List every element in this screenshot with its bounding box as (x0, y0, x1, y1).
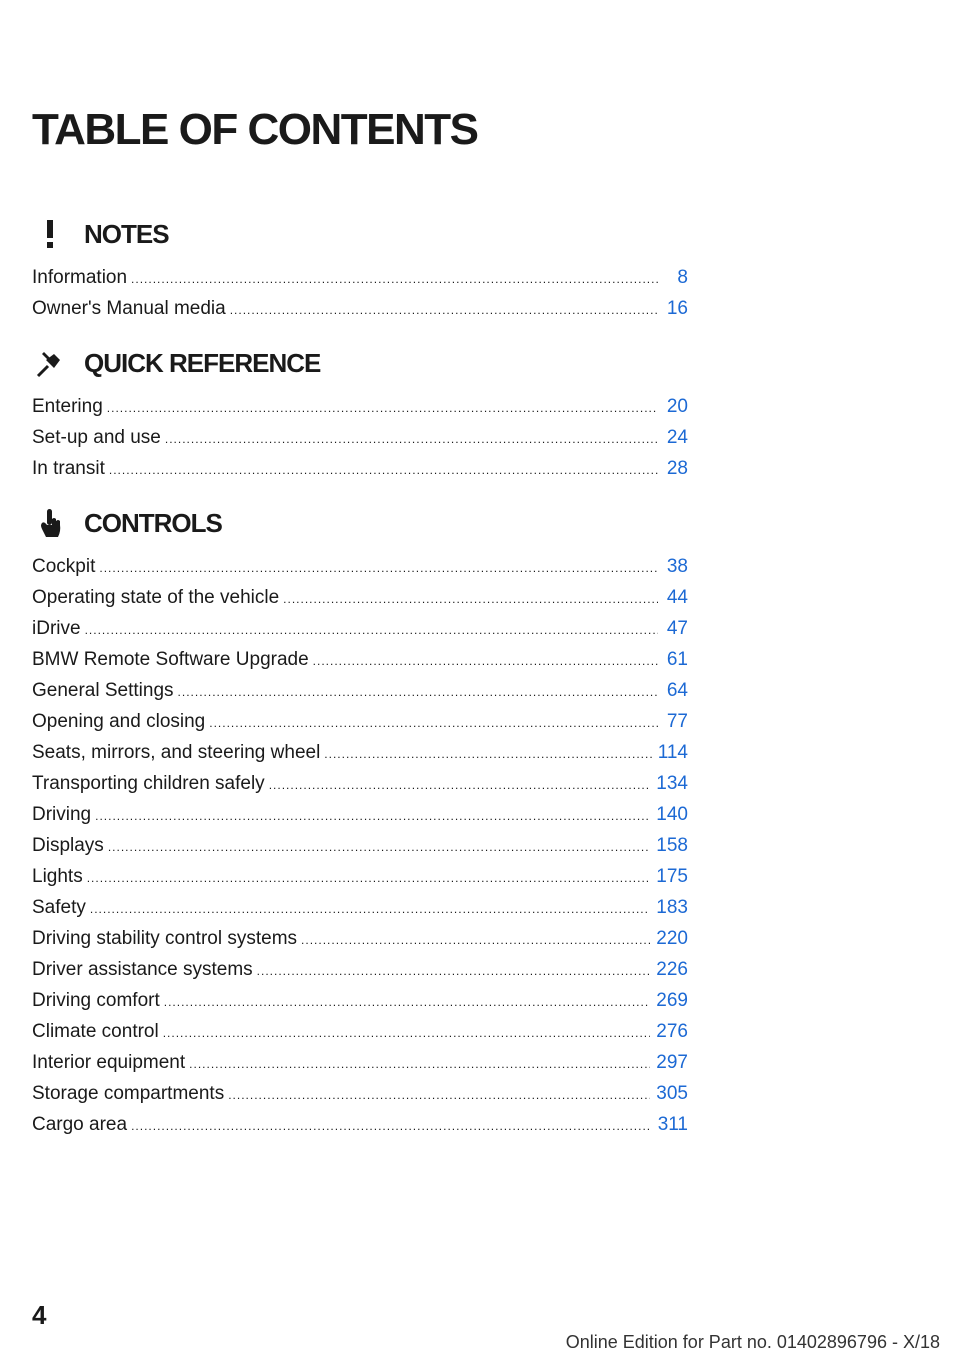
page-title: TABLE OF CONTENTS (32, 105, 478, 154)
toc-entry-page[interactable]: 47 (666, 618, 688, 639)
dot-leader (90, 894, 650, 925)
toc-entry-label: Cockpit (32, 556, 96, 577)
dot-leader (283, 584, 658, 615)
toc-entry-page[interactable]: 61 (666, 649, 688, 670)
pushpin-icon (28, 347, 72, 379)
dot-leader (164, 987, 651, 1018)
toc-entry-page[interactable]: 226 (656, 959, 688, 980)
toc-entry-page[interactable]: 220 (656, 928, 688, 949)
toc-entry-page[interactable]: 269 (656, 990, 688, 1011)
dot-leader (95, 801, 650, 832)
toc-entry[interactable] (32, 768, 688, 799)
toc-entry[interactable] (32, 675, 688, 706)
toc-entry-page[interactable]: 8 (677, 267, 688, 288)
dot-leader (163, 1018, 651, 1049)
toc-entry-label: Storage compartments (32, 1083, 225, 1104)
exclamation-icon (28, 218, 72, 250)
dot-leader (131, 1111, 652, 1142)
toc-entry-label: Set-up and use (32, 427, 161, 448)
footer-edition: Online Edition for Part no. 01402896796 - X/18 (565, 1332, 940, 1352)
toc-entry[interactable] (32, 551, 688, 582)
toc-entry[interactable] (32, 861, 688, 892)
dot-leader (108, 832, 650, 863)
section-title: QUICK REFERENCE (84, 347, 321, 378)
toc-entry[interactable] (32, 1078, 688, 1109)
dot-leader (228, 1080, 650, 1111)
toc-entry-page[interactable]: 38 (666, 556, 688, 577)
toc-entry-label: Lights (32, 866, 83, 887)
toc-entry-page[interactable]: 305 (656, 1083, 688, 1104)
toc-entry-label: BMW Remote Software Upgrade (32, 649, 309, 670)
dot-leader (131, 264, 658, 295)
dot-leader (165, 424, 658, 455)
toc-entry[interactable] (32, 644, 688, 675)
toc-entry-label: Driving (32, 804, 92, 825)
section-controls (32, 503, 688, 1140)
section-header (32, 503, 688, 543)
pointing-hand-icon (28, 507, 72, 539)
dot-leader (324, 739, 651, 770)
dot-leader (109, 455, 658, 486)
toc-entry-page[interactable]: 20 (666, 396, 688, 417)
dot-leader (87, 863, 651, 894)
toc-entry-page[interactable]: 77 (666, 711, 688, 732)
toc-entry[interactable] (32, 453, 688, 484)
toc-entry-label: Interior equipment (32, 1052, 186, 1073)
toc-entry-label: Driving stability control systems (32, 928, 298, 949)
toc-entry-page[interactable]: 175 (656, 866, 688, 887)
toc-entry-page[interactable]: 24 (666, 427, 688, 448)
toc-entry-page[interactable]: 114 (657, 742, 688, 763)
page-number: 4 (32, 1300, 47, 1330)
dot-leader (85, 615, 658, 646)
toc-entry-page[interactable]: 44 (666, 587, 688, 608)
section-quick-reference (32, 343, 688, 484)
toc-entry-label: Owner's Manual media (32, 298, 226, 319)
toc-entry-label: Information (32, 267, 128, 288)
toc-entry[interactable] (32, 582, 688, 613)
dot-leader (230, 295, 658, 326)
toc-entry-label: iDrive (32, 618, 81, 639)
toc-entry[interactable] (32, 737, 688, 768)
toc-entry-page[interactable]: 16 (666, 298, 688, 319)
dot-leader (301, 925, 650, 956)
toc-entry[interactable] (32, 799, 688, 830)
dot-leader (313, 646, 658, 677)
toc-entry[interactable] (32, 613, 688, 644)
toc-entry[interactable] (32, 293, 688, 324)
toc-entry-label: Driving comfort (32, 990, 160, 1011)
dot-leader (99, 553, 658, 584)
toc-entry-page[interactable]: 158 (656, 835, 688, 856)
toc-entry-label: Safety (32, 897, 86, 918)
section-title: CONTROLS (84, 507, 222, 538)
toc-entry[interactable] (32, 1016, 688, 1047)
toc-entry-label: Opening and closing (32, 711, 206, 732)
toc-entry[interactable] (32, 1047, 688, 1078)
toc-entry-page[interactable]: 276 (656, 1021, 688, 1042)
toc-entry-page[interactable]: 183 (656, 897, 688, 918)
toc-entry[interactable] (32, 830, 688, 861)
toc-entry[interactable] (32, 706, 688, 737)
toc-entry-page[interactable]: 297 (656, 1052, 688, 1073)
toc-entry-label: Seats, mirrors, and steering wheel (32, 742, 321, 763)
toc-entry[interactable] (32, 391, 688, 422)
toc-entry[interactable] (32, 892, 688, 923)
toc-entry-label: General Settings (32, 680, 174, 701)
section-header (32, 343, 688, 383)
toc-entry-page[interactable]: 134 (656, 773, 688, 794)
toc-entry[interactable] (32, 985, 688, 1016)
dot-leader (178, 677, 658, 708)
section-title: NOTES (84, 218, 169, 249)
toc-entry-page[interactable]: 311 (657, 1114, 688, 1135)
toc-entry-label: Cargo area (32, 1114, 128, 1135)
toc-entry[interactable] (32, 954, 688, 985)
toc-entry-label: Displays (32, 835, 104, 856)
dot-leader (189, 1049, 650, 1080)
toc-entry[interactable] (32, 422, 688, 453)
toc-entry-label: Transporting children safely (32, 773, 265, 794)
toc-entry-page[interactable]: 64 (666, 680, 688, 701)
section-header (32, 214, 688, 254)
section-notes (32, 214, 688, 324)
dot-leader (209, 708, 658, 739)
dot-leader (257, 956, 651, 987)
toc-entry-label: Entering (32, 396, 103, 417)
dot-leader (269, 770, 651, 801)
toc-entry[interactable] (32, 1109, 688, 1140)
toc-entry-label: Climate control (32, 1021, 159, 1042)
toc-entry[interactable] (32, 262, 688, 293)
toc-entry-label: Driver assistance systems (32, 959, 253, 980)
dot-leader (107, 393, 658, 424)
toc-entry-page[interactable]: 28 (666, 458, 688, 479)
toc-entry-label: In transit (32, 458, 105, 479)
toc-entry-label: Operating state of the vehicle (32, 587, 280, 608)
toc-entry-page[interactable]: 140 (656, 804, 688, 825)
toc-entry[interactable] (32, 923, 688, 954)
